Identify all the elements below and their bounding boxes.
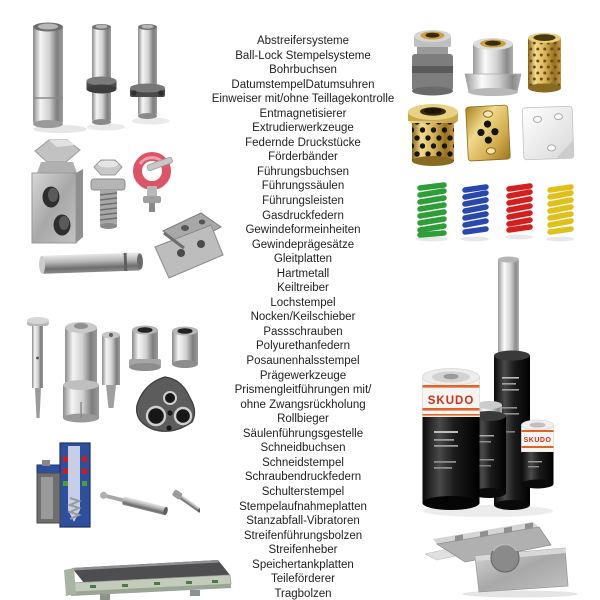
- category-link[interactable]: Posaunenhalsstempel: [246, 355, 360, 368]
- gas-springs-image: [418, 255, 593, 535]
- cad-cutaway-diagram: [37, 443, 90, 527]
- gas-spring-canister-small: [522, 420, 554, 489]
- brass-ball-cage: [528, 33, 561, 93]
- category-link[interactable]: Rollbieger: [277, 413, 329, 426]
- category-link[interactable]: Führungsbuchsen: [256, 165, 350, 178]
- category-link[interactable]: Keiltreiber: [277, 282, 329, 295]
- roll-bender-image: [425, 520, 585, 598]
- category-link[interactable]: Hartmetall: [276, 267, 330, 280]
- category-link[interactable]: Abstreifersysteme: [256, 35, 350, 47]
- category-link[interactable]: Tragbolzen: [274, 587, 332, 600]
- guide-pillar-collar: [87, 24, 117, 125]
- category-link[interactable]: Gewindeprägesätze: [251, 238, 355, 251]
- category-link[interactable]: Bohrbuchsen: [269, 64, 337, 77]
- category-link[interactable]: Prägewerkzeuge: [259, 369, 347, 382]
- cylindrical-pin: [39, 252, 144, 274]
- lifting-block: [32, 140, 83, 243]
- die-spring-blue: [465, 187, 486, 232]
- punch-small: [27, 317, 49, 418]
- shoulder-screw: [91, 160, 125, 229]
- die-springs-image: [410, 178, 585, 243]
- punches-and-bushings-image: [20, 310, 210, 440]
- bushings-and-plates-image: [403, 22, 583, 170]
- die-spring-red: [509, 186, 530, 230]
- guide-pillar-plain: [33, 23, 63, 129]
- lifting-eye-bolt: [138, 157, 174, 213]
- cutaway-and-pins-image: [30, 440, 200, 535]
- category-link[interactable]: Polyurethanfedern: [256, 340, 350, 353]
- brass-wear-plate: [466, 105, 511, 161]
- category-link[interactable]: Einweiser mit/ohne Teillagekontrolle: [211, 93, 395, 106]
- die-spring-yellow: [550, 187, 571, 232]
- category-link[interactable]: Streifenführungsbolzen: [243, 529, 363, 542]
- guide-pillars-image: [20, 10, 190, 135]
- category-link[interactable]: Ball-Lock Stempelsysteme: [235, 49, 371, 62]
- category-link[interactable]: Teileförderer: [271, 573, 335, 586]
- punch-medium: [102, 332, 120, 409]
- category-link[interactable]: ohne Zwangsrückholung: [240, 398, 366, 411]
- category-link[interactable]: Führungssäulen: [261, 180, 345, 193]
- gas-spring-canister-large: [423, 369, 480, 511]
- category-link[interactable]: Schulterstempel: [261, 485, 345, 498]
- category-link[interactable]: Gleitplatten: [273, 253, 333, 266]
- category-link[interactable]: Stanzabfall-Vibratoren: [246, 515, 360, 528]
- category-link[interactable]: Speichertankplatten: [252, 558, 354, 571]
- category-link[interactable]: Säulenführungsgestelle: [242, 427, 364, 440]
- category-link[interactable]: Extrudierwerkzeuge: [252, 122, 354, 135]
- skudo-brand-label-small: SKUDO: [523, 437, 552, 444]
- ejector-pin: [99, 491, 168, 516]
- skudo-brand-label-large: SKUDO: [427, 395, 475, 407]
- steel-slide-plate: [522, 106, 574, 160]
- category-link[interactable]: Schneidbuchsen: [260, 442, 346, 455]
- die-spring-green: [420, 185, 444, 235]
- flanged-guide-bushing: [465, 38, 521, 96]
- category-link[interactable]: Stempelaufnahmeplatten: [239, 500, 367, 513]
- category-link[interactable]: Entmagnetisierer: [259, 107, 347, 120]
- category-link[interactable]: Passschrauben: [263, 325, 343, 338]
- punch-large: [63, 322, 99, 423]
- category-link[interactable]: Lochstempel: [270, 296, 336, 309]
- category-link[interactable]: Förderbänder: [268, 151, 338, 164]
- category-menu: [183, 34, 423, 600]
- category-link[interactable]: Gasdruckfedern: [262, 209, 344, 222]
- category-link[interactable]: Schraubendruckfedern: [244, 471, 362, 484]
- category-link[interactable]: DatumstempelDatumsuhren: [231, 78, 375, 91]
- category-link[interactable]: Schneidstempel: [262, 456, 344, 469]
- category-link[interactable]: Prismengleitführungen mit/: [234, 384, 372, 397]
- drill-bushing-flanged: [129, 326, 161, 372]
- category-link[interactable]: Gewindeformeinheiten: [245, 224, 361, 237]
- category-link[interactable]: Streifenheber: [268, 544, 338, 557]
- category-link[interactable]: Führungsleisten: [262, 195, 344, 208]
- category-link[interactable]: Federnde Druckstücke: [245, 136, 361, 149]
- guide-pillar-flange: [130, 24, 165, 119]
- category-link[interactable]: Nocken/Keilschieber: [250, 311, 356, 324]
